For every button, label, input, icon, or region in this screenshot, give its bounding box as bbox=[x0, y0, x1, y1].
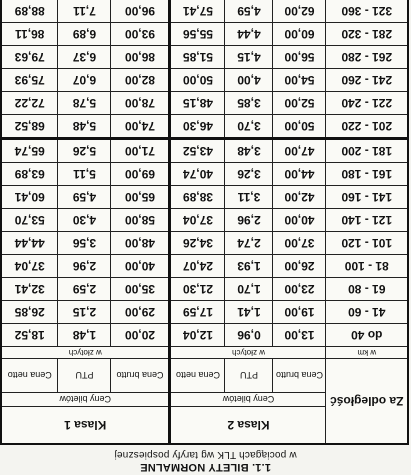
table-subtitle: w pociągach TLK wg taryfy pospiesznej bbox=[114, 449, 297, 460]
class2-net-cell: 57,41 bbox=[170, 0, 225, 23]
class2-vat-cell: 3,70 bbox=[225, 115, 273, 139]
distance-cell: 321 - 360 bbox=[326, 0, 408, 23]
distance-cell: 41 - 60 bbox=[326, 301, 408, 324]
class1-net-header: Cena netto bbox=[1, 359, 58, 393]
distance-cell: 61 - 80 bbox=[326, 278, 408, 301]
class2-vat-cell: 1,41 bbox=[225, 301, 273, 324]
class1-ticket-prices-header: Ceny biletów bbox=[1, 393, 170, 407]
class2-currency-unit: w złotych bbox=[170, 347, 326, 359]
class1-net-cell: 60,41 bbox=[1, 186, 58, 209]
class2-gross-cell: 26,00 bbox=[273, 255, 326, 278]
class1-vat-cell: 1,48 bbox=[58, 324, 111, 347]
class1-vat-header: PTU bbox=[58, 359, 111, 393]
class2-gross-cell: 40,00 bbox=[273, 209, 326, 232]
distance-unit: w km bbox=[326, 347, 408, 359]
distance-cell: 281 - 320 bbox=[326, 23, 408, 46]
class2-net-cell: 38,89 bbox=[170, 186, 225, 209]
class1-net-cell: 18,52 bbox=[1, 324, 58, 347]
table-row bbox=[1, 324, 408, 347]
class1-net-cell: 63,89 bbox=[1, 163, 58, 186]
class1-gross-cell: 69,00 bbox=[111, 163, 170, 186]
class2-gross-cell: 47,00 bbox=[273, 139, 326, 163]
class2-vat-cell: 2,74 bbox=[225, 232, 273, 255]
class1-header: Klasa 1 bbox=[1, 407, 170, 445]
class2-vat-cell: 4,59 bbox=[225, 0, 273, 23]
class1-net-cell: 37,04 bbox=[1, 255, 58, 278]
distance-header: Za odległość bbox=[326, 359, 408, 445]
distance-cell: do 40 bbox=[326, 324, 408, 347]
distance-cell: 121 - 140 bbox=[326, 209, 408, 232]
class2-gross-cell: 50,00 bbox=[273, 115, 326, 139]
class2-ticket-prices-header: Ceny biletów bbox=[170, 393, 326, 407]
distance-cell: 101 - 120 bbox=[326, 232, 408, 255]
class1-vat-cell: 5,26 bbox=[58, 139, 111, 163]
class1-gross-cell: 82,00 bbox=[111, 69, 170, 92]
class2-net-cell: 55,56 bbox=[170, 23, 225, 46]
distance-cell: 81 - 100 bbox=[326, 255, 408, 278]
class1-gross-cell: 65,00 bbox=[111, 186, 170, 209]
distance-cell: 161 - 180 bbox=[326, 163, 408, 186]
class1-net-cell: 53,70 bbox=[1, 209, 58, 232]
class1-gross-cell: 86,00 bbox=[111, 46, 170, 69]
class1-net-cell: 44,44 bbox=[1, 232, 58, 255]
class1-net-cell: 65,74 bbox=[1, 139, 58, 163]
class1-net-cell: 88,89 bbox=[1, 0, 58, 23]
class1-gross-cell: 58,00 bbox=[111, 209, 170, 232]
class2-vat-cell: 2,96 bbox=[225, 209, 273, 232]
class1-gross-cell: 78,00 bbox=[111, 92, 170, 115]
class1-net-cell: 86,11 bbox=[1, 23, 58, 46]
table-row bbox=[1, 186, 408, 209]
class1-vat-cell: 7,11 bbox=[58, 0, 111, 23]
class1-currency-unit: w złotych bbox=[1, 347, 170, 359]
class2-net-cell: 43,52 bbox=[170, 139, 225, 163]
class2-vat-cell: 3,48 bbox=[225, 139, 273, 163]
class2-gross-cell: 42,00 bbox=[273, 186, 326, 209]
class1-net-cell: 26,85 bbox=[1, 301, 58, 324]
class2-net-cell: 12,04 bbox=[170, 324, 225, 347]
distance-cell: 261 - 280 bbox=[326, 46, 408, 69]
class2-vat-cell: 3,26 bbox=[225, 163, 273, 186]
class2-vat-header: PTU bbox=[225, 359, 273, 393]
class2-net-cell: 24,07 bbox=[170, 255, 225, 278]
class2-gross-cell: 13,00 bbox=[273, 324, 326, 347]
class2-vat-cell: 1,70 bbox=[225, 278, 273, 301]
table-row bbox=[1, 209, 408, 232]
distance-cell: 181 - 200 bbox=[326, 139, 408, 163]
table-row bbox=[1, 23, 408, 46]
class1-vat-cell: 6,07 bbox=[58, 69, 111, 92]
class2-gross-cell: 54,00 bbox=[273, 69, 326, 92]
class2-net-cell: 17,59 bbox=[170, 301, 225, 324]
table-row bbox=[1, 46, 408, 69]
class1-vat-cell: 5,48 bbox=[58, 115, 111, 139]
class1-vat-cell: 5,78 bbox=[58, 92, 111, 115]
class2-vat-cell: 4,15 bbox=[225, 46, 273, 69]
class1-gross-header: Cena brutto bbox=[111, 359, 170, 393]
class2-vat-cell: 4,44 bbox=[225, 23, 273, 46]
class1-gross-cell: 40,00 bbox=[111, 255, 170, 278]
class1-gross-cell: 93,00 bbox=[111, 23, 170, 46]
table-row bbox=[1, 0, 408, 23]
class2-net-cell: 34,26 bbox=[170, 232, 225, 255]
class2-gross-cell: 37,00 bbox=[273, 232, 326, 255]
class2-net-cell: 37,04 bbox=[170, 209, 225, 232]
class1-gross-cell: 71,00 bbox=[111, 139, 170, 163]
distance-cell: 241 - 260 bbox=[326, 69, 408, 92]
class2-gross-cell: 62,00 bbox=[273, 0, 326, 23]
class2-vat-cell: 3,85 bbox=[225, 92, 273, 115]
table-row bbox=[1, 92, 408, 115]
class2-net-cell: 46,30 bbox=[170, 115, 225, 139]
distance-cell: 221 - 240 bbox=[326, 92, 408, 115]
class1-vat-cell: 2,15 bbox=[58, 301, 111, 324]
class2-net-cell: 51,85 bbox=[170, 46, 225, 69]
class2-gross-cell: 56,00 bbox=[273, 46, 326, 69]
class2-header: Klasa 2 bbox=[170, 407, 326, 445]
class2-vat-cell: 1,93 bbox=[225, 255, 273, 278]
class1-net-cell: 68,52 bbox=[1, 115, 58, 139]
class1-vat-cell: 2,96 bbox=[58, 255, 111, 278]
table-title: 1.1. BILETY NORMALNE bbox=[140, 461, 271, 473]
class2-vat-cell: 3,11 bbox=[225, 186, 273, 209]
class1-vat-cell: 6,89 bbox=[58, 23, 111, 46]
class1-net-cell: 32,41 bbox=[1, 278, 58, 301]
class2-gross-cell: 52,00 bbox=[273, 92, 326, 115]
class2-gross-header: Cena brutto bbox=[273, 359, 326, 393]
fare-rows bbox=[1, 0, 408, 347]
class1-vat-cell: 3,56 bbox=[58, 232, 111, 255]
class1-vat-cell: 4,59 bbox=[58, 186, 111, 209]
class1-vat-cell: 2,59 bbox=[58, 278, 111, 301]
class1-vat-cell: 5,11 bbox=[58, 163, 111, 186]
class2-gross-cell: 60,00 bbox=[273, 23, 326, 46]
class1-gross-cell: 48,00 bbox=[111, 232, 170, 255]
class1-net-cell: 75,93 bbox=[1, 69, 58, 92]
class1-net-cell: 72,22 bbox=[1, 92, 58, 115]
class2-net-header: Cena netto bbox=[170, 359, 225, 393]
class1-vat-cell: 4,30 bbox=[58, 209, 111, 232]
class2-gross-cell: 23,00 bbox=[273, 278, 326, 301]
distance-cell: 141 - 160 bbox=[326, 186, 408, 209]
distance-cell: 201 - 220 bbox=[326, 115, 408, 139]
table-row bbox=[1, 139, 408, 163]
table-row bbox=[1, 115, 408, 139]
class1-gross-cell: 74,00 bbox=[111, 115, 170, 139]
table-row bbox=[1, 301, 408, 324]
table-row bbox=[1, 255, 408, 278]
class2-gross-cell: 19,00 bbox=[273, 301, 326, 324]
class1-gross-cell: 29,00 bbox=[111, 301, 170, 324]
class1-net-cell: 79,63 bbox=[1, 46, 58, 69]
table-row bbox=[1, 163, 408, 186]
table-row bbox=[1, 69, 408, 92]
class2-net-cell: 21,30 bbox=[170, 278, 225, 301]
class2-net-cell: 48,15 bbox=[170, 92, 225, 115]
class1-gross-cell: 96,00 bbox=[111, 0, 170, 23]
class1-gross-cell: 20,00 bbox=[111, 324, 170, 347]
class2-gross-cell: 44,00 bbox=[273, 163, 326, 186]
class2-net-cell: 40,74 bbox=[170, 163, 225, 186]
class1-vat-cell: 6,37 bbox=[58, 46, 111, 69]
class2-vat-cell: 0,96 bbox=[225, 324, 273, 347]
class2-net-cell: 50,00 bbox=[170, 69, 225, 92]
table-row bbox=[1, 232, 408, 255]
class2-vat-cell: 4,00 bbox=[225, 69, 273, 92]
class1-gross-cell: 35,00 bbox=[111, 278, 170, 301]
table-row bbox=[1, 278, 408, 301]
